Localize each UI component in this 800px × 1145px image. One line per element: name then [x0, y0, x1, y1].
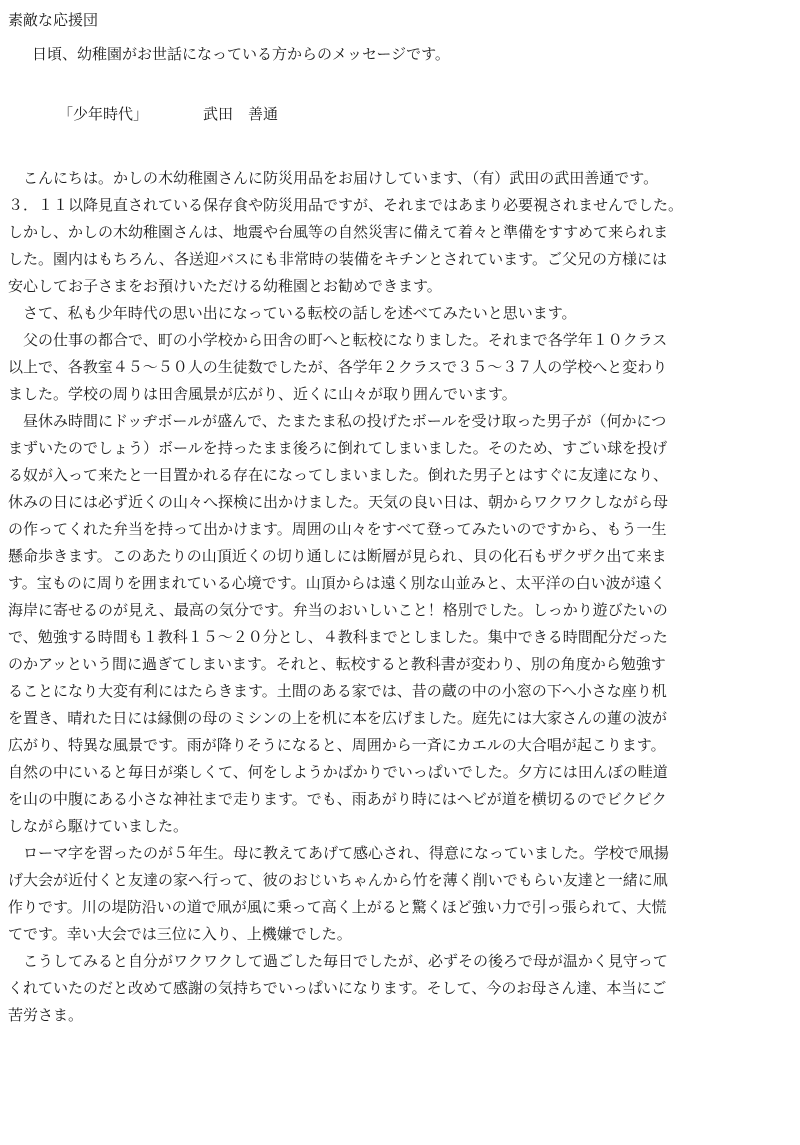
body-line: 海岸に寄せるのが見え、最高の気分です。弁当のおいしいこと！格別でした。しっかり遊びたいの — [8, 601, 668, 619]
body-line: ３．１１以降見直されている保存食や防災用品ですが、それまではあまり必要視されませんでした。 — [8, 196, 684, 214]
body-line: くれていたのだと改めて感謝の気持ちでいっぱいになります。そして、今のお母さん達、本当にご — [8, 979, 667, 997]
essay-title: 「少年時代」 — [58, 105, 149, 123]
body-line: さて、私も少年時代の思い出になっている転校の話しを述べてみたいと思います。 — [8, 304, 577, 322]
body-line: しかし、かしの木幼稚園さんは、地震や台風等の自然災害に備えて着々と準備をすすめて来られま — [8, 223, 669, 241]
body-line: を山の中腹にある小さな神社まで走ります。でも、雨あがり時にはヘビが道を横切るのでビクビク — [8, 790, 667, 808]
body-line: の作ってくれた弁当を持って出かけます。周囲の山々をすべて登ってみたいのですから、もう一生 — [8, 520, 667, 538]
body-line: ました。学校の周りは田舎風景が広がり、近くに山々が取り囲んでいます。 — [8, 385, 517, 403]
body-line: ることになり大変有利にはたらきます。土間のある家では、昔の蔵の中の小窓の下へ小さな座り机 — [8, 682, 667, 700]
body-line: のかアッという間に過ぎてしまいます。それと、転校すると教科書が変わり、別の角度から勉強す — [8, 655, 666, 673]
body-line: 苦労さま。 — [8, 1006, 84, 1024]
body-line: 自然の中にいると毎日が楽しくて、何をしようかばかりでいっぱいでした。夕方には田んぼの畦道 — [8, 763, 668, 781]
body-line: 作りです。川の堤防沿いの道で凧が風に乗って高く上がると驚くほど強い力で引っ張られて、大慌 — [8, 898, 667, 916]
body-line: まずいたのでしょう）ボールを持ったまま後ろに倒れてしまいました。そのため、すごい球を投げ — [8, 439, 668, 457]
section-title: 素敵な応援団 — [8, 11, 99, 29]
body-line: 昼休み時間にドッヂボールが盛んで、たまたま私の投げたボールを受け取った男子が（何かにつ — [8, 412, 667, 430]
body-line: を置き、晴れた日には縁側の母のミシンの上を机に本を広げました。庭先には大家さんの蓮の波が — [8, 709, 668, 727]
author-name: 武田 善通 — [203, 105, 279, 123]
intro-text: 日頃、幼稚園がお世話になっている方からのメッセージです。 — [32, 45, 450, 63]
body-line: 以上で、各教室４５～５０人の生徒数でしたが、各学年２クラスで３５～３７人の学校へと変わり — [8, 358, 668, 376]
body-line: 懸命歩きます。このあたりの山頂近くの切り通しには断層が見られ、貝の化石もザクザク出て来ま — [8, 547, 667, 565]
body-line: 父の仕事の都合で、町の小学校から田舎の町へと転校になりました。それまで各学年１０クラス — [8, 331, 668, 349]
body-line: る奴が入って来たと一目置かれる存在になってしまいました。倒れた男子とはすぐに友達になり、 — [8, 466, 669, 484]
body-line: す。宝ものに周りを囲まれている心境です。山頂からは遠く別な山並みと、太平洋の白い波が遠く — [8, 574, 666, 592]
body-line: した。園内はもちろん、各送迎バスにも非常時の装備をキチンとされています。ご父兄の方様には — [8, 250, 667, 268]
body-line: こんにちは。かしの木幼稚園さんに防災用品をお届けしています、（有）武田の武田善通です。 — [8, 169, 659, 187]
body-line: ローマ字を習ったのが５年生。母に教えてあげて感心され、得意になっていました。学校で凧揚 — [8, 844, 669, 862]
body-line: こうしてみると自分がワクワクして過ごした毎日でしたが、必ずその後ろで母が温かく見守って — [8, 952, 668, 970]
body-line: てです。幸い大会では三位に入り、上機嫌でした。 — [8, 925, 352, 943]
body-line: 広がり、特異な風景です。雨が降りそうになると、周囲から一斉にカエルの大合唱が起こります。 — [8, 736, 666, 754]
body-line: げ大会が近付くと友達の家へ行って、彼のおじいちゃんから竹を薄く削いでもらい友達と一緒に凧 — [8, 871, 668, 889]
essay-body — [8, 165, 798, 1029]
body-line: で、勉強する時間も１教科１５～２０分とし、４教科までとしました。集中できる時間配分だった — [8, 628, 668, 646]
body-line: しながら駆けていました。 — [8, 817, 189, 835]
body-line: 安心してお子さまをお預けいただける幼稚園とお勧めできます。 — [8, 277, 442, 295]
body-line: 休みの日には必ず近くの山々へ探検に出かけました。天気の良い日は、朝からワクワクしながら母 — [8, 493, 669, 511]
